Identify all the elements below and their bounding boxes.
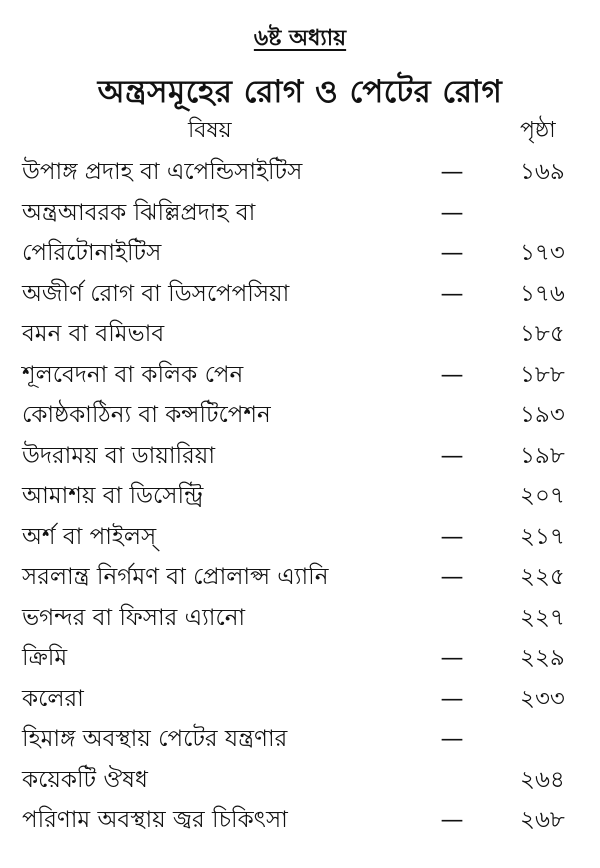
toc-page-number: ২৬৪: [520, 766, 565, 793]
toc-topic: কয়েকটি ঔষধ: [22, 766, 148, 793]
toc-dash: —: [440, 280, 464, 307]
toc-row: [0, 193, 600, 234]
toc-page-number: ২২৫: [520, 564, 565, 590]
toc-row: [0, 274, 600, 315]
toc-row: [0, 557, 600, 598]
toc-topic: হিমাঙ্গ অবস্থায় পেটের যন্ত্রণার: [22, 726, 288, 752]
table-of-contents: [0, 152, 600, 841]
toc-page-number: ২৬৮: [520, 807, 565, 833]
toc-page-number: ১৮৮: [520, 361, 565, 388]
toc-row: [0, 598, 600, 639]
toc-page-number: ১৯৮: [520, 442, 565, 469]
toc-topic: ভগন্দর বা ফিসার এ্যানো: [22, 604, 246, 631]
toc-topic: অজীর্ণ রোগ বা ডিসপেপসিয়া: [22, 280, 290, 307]
toc-topic: উদরাময় বা ডায়ারিয়া: [22, 442, 215, 469]
toc-row: [0, 517, 600, 558]
toc-dash: —: [440, 685, 464, 712]
toc-topic: বমন বা বমিভাব: [22, 321, 165, 347]
toc-page-number: ১৬৯: [520, 159, 565, 185]
toc-topic: অর্শ বা পাইলস্: [22, 523, 157, 550]
toc-topic: পরিণাম অবস্থায় জ্বর চিকিৎসা: [22, 807, 288, 833]
toc-dash: —: [440, 726, 464, 752]
toc-row: [0, 476, 600, 517]
toc-row: [0, 395, 600, 436]
toc-row: [0, 152, 600, 193]
toc-dash: —: [440, 564, 464, 590]
toc-row: [0, 638, 600, 679]
toc-dash: —: [440, 361, 464, 388]
toc-dash: —: [440, 807, 464, 833]
toc-page-number: ২৩৩: [520, 685, 565, 712]
toc-page-number: ১৯৩: [520, 402, 565, 428]
toc-topic: কলেরা: [22, 685, 84, 712]
toc-row: [0, 679, 600, 720]
section-title: অন্ত্রসমূহের রোগ ও পেটের রোগ: [97, 74, 503, 110]
column-header-page: পৃষ্ঠা: [520, 118, 556, 143]
toc-topic: কোষ্ঠকাঠিন্য বা কন্সটিপেশন: [22, 402, 271, 428]
toc-page-number: ১৮৫: [520, 321, 565, 347]
toc-topic: ক্রিমি: [22, 645, 68, 671]
toc-row: [0, 233, 600, 274]
toc-dash: —: [440, 442, 464, 469]
toc-dash: —: [440, 240, 464, 266]
toc-topic: আমাশয় বা ডিসেন্ট্রি: [22, 483, 204, 509]
chapter-heading: [0, 24, 600, 54]
toc-row: [0, 800, 600, 841]
toc-row: [0, 436, 600, 477]
toc-topic: অন্ত্রআবরক ঝিল্লিপ্রদাহ বা: [22, 199, 256, 226]
toc-topic: পেরিটোনাইটিস: [22, 240, 162, 266]
column-header-subject: বিষয়: [188, 118, 232, 143]
toc-row: [0, 760, 600, 801]
toc-page-number: ২২৭: [520, 604, 565, 631]
toc-dash: —: [440, 159, 464, 185]
toc-dash: —: [440, 645, 464, 671]
toc-page-number: ২২৯: [520, 645, 565, 671]
toc-dash: —: [440, 523, 464, 550]
toc-dash: —: [440, 199, 464, 226]
toc-page-number: ১৭৬: [520, 280, 565, 307]
chapter-label: ৬ষ্ট অধ্যায়: [253, 26, 347, 51]
toc-row: [0, 314, 600, 355]
toc-topic: সরলান্ত্র নির্গমণ বা প্রোলাপ্স এ্যানি: [22, 564, 329, 590]
toc-page-number: ২১৭: [520, 523, 565, 550]
toc-page-number: ২০৭: [520, 483, 565, 509]
toc-topic: শূলবেদনা বা কলিক পেন: [22, 361, 244, 388]
toc-row: [0, 355, 600, 396]
toc-row: [0, 719, 600, 760]
toc-page-number: ১৭৩: [520, 240, 565, 266]
toc-topic: উপাঙ্গ প্রদাহ বা এপেন্ডিসাইটিস: [22, 159, 303, 185]
